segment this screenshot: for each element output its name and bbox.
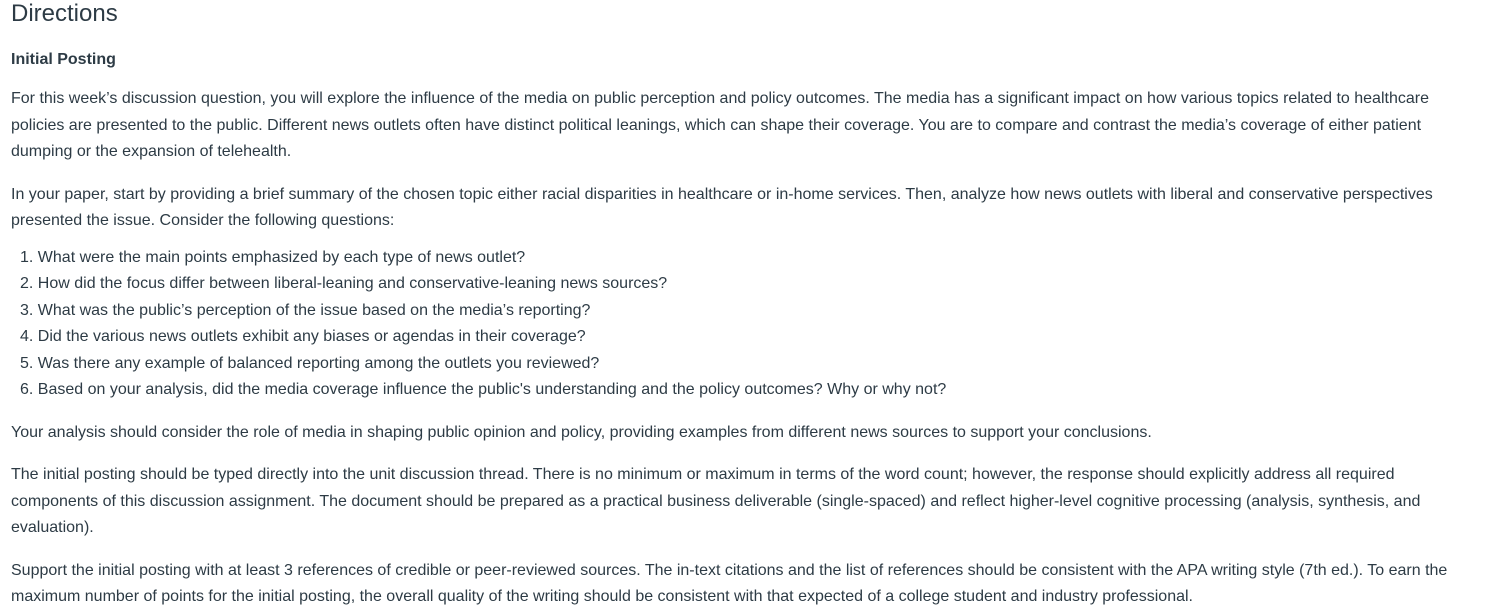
list-item-number: 3. xyxy=(20,301,34,319)
list-item-text: Did the various news outlets exhibit any biases or agendas in their coverage? xyxy=(37,328,586,345)
list-item xyxy=(20,245,1459,272)
questions-list xyxy=(11,245,1459,404)
list-item-text: Was there any example of balanced reporting among the outlets you reviewed? xyxy=(37,354,600,372)
analysis-paragraph: Your analysis should consider the role of media in shaping public opinion and policy, providing examples from different news sources to support your conclusions. xyxy=(11,423,1152,441)
list-item-number: 4. xyxy=(20,328,34,345)
list-item-number: 2. xyxy=(20,275,34,292)
list-item-text: Based on your analysis, did the media coverage influence the public's understanding and the policy outcomes? Why or why not? xyxy=(37,381,947,398)
posting-requirements-paragraph: The initial posting should be typed directly into the unit discussion thread. There is no minimum or maximum in terms of the word count; however, the response should explicitly address all required components of this discussion assignment. The document should be prepared as a practical business deliverable (single-spaced) and reflect higher-level cognitive processing (analysis, synthesis, and evaluation). xyxy=(11,466,1421,536)
references-paragraph: Support the initial posting with at least 3 references of credible or peer-reviewed sources. The in-text citations and the list of references should be consistent with the APA writing style (7th ed.). To earn the maximum number of points for the initial posting, the overall quality of the writing should be consistent with that expected of a college student and industry professional. xyxy=(11,561,1448,605)
section-heading-initial-posting: Initial Posting xyxy=(11,51,116,68)
list-item-text: How did the focus differ between liberal-leaning and conservative-leaning news sources? xyxy=(37,275,668,292)
list-item-text: What was the public’s perception of the issue based on the media’s reporting? xyxy=(37,301,591,319)
intro-paragraph-2: In your paper, start by providing a brief summary of the chosen topic either racial disparities in healthcare or in-home services. Then, analyze how news outlets with liberal and conservative perspectives presented the issue. Consider the following questions: xyxy=(11,185,1433,229)
list-item xyxy=(20,324,1459,351)
list-item xyxy=(20,271,1459,298)
list-item-number: 5. xyxy=(20,354,34,372)
page-title: Directions xyxy=(11,0,118,27)
list-item-text: What were the main points emphasized by each type of news outlet? xyxy=(37,248,526,266)
list-item xyxy=(20,377,1459,404)
intro-paragraph-1: For this week’s discussion question, you will explore the influence of the media on public perception and policy outcomes. The media has a significant impact on how various topics related to healthcare policies are presented to the public. Different news outlets often have distinct political leanings, which can shape their coverage. You are to compare and contrast the media’s coverage of either patient dumping or the expansion of telehealth. xyxy=(11,90,1429,160)
list-item-number: 6. xyxy=(20,381,34,398)
list-item xyxy=(20,351,1459,378)
list-item-number: 1. xyxy=(20,248,34,266)
list-item xyxy=(20,298,1459,325)
